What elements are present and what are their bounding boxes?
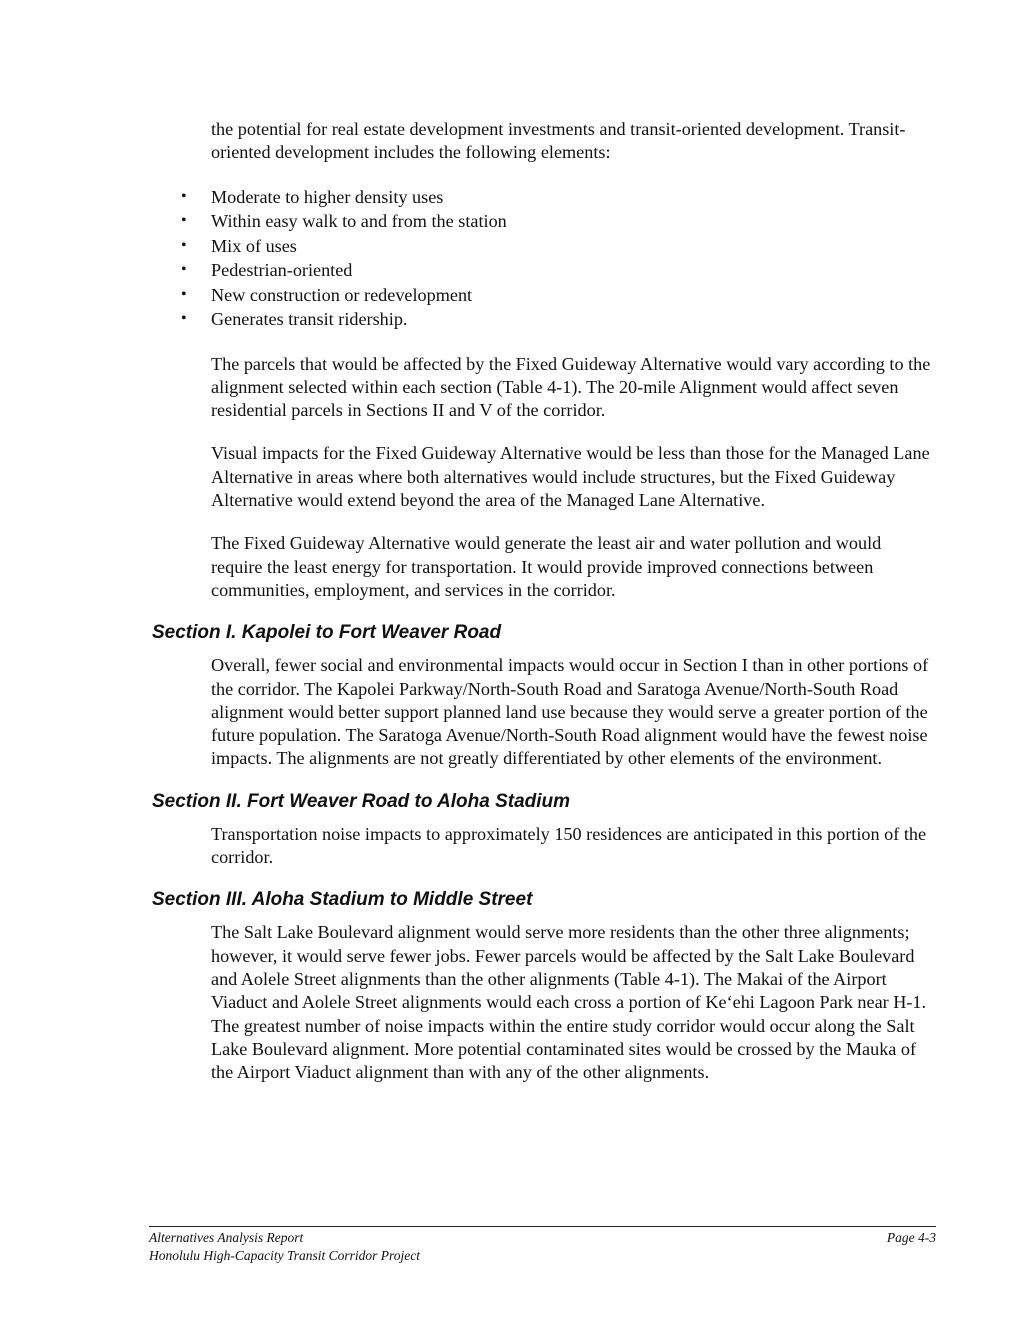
page-number: Page 4-3	[886, 1230, 936, 1245]
list-item-text: Mix of uses	[211, 235, 297, 256]
list-item-text: Pedestrian-oriented	[211, 260, 353, 281]
list-item	[0, 258, 1024, 283]
intro-paragraph: the potential for real estate development investments and transit-oriented development. Transit-oriented development includes the following elements:	[211, 119, 906, 163]
section-body: The Salt Lake Boulevard alignment would serve more residents than the other three alignments; however, it would serve fewer jobs. Fewer parcels would be affected by the Salt Lake Boulevard and Aolele Street alignments than the other alignments (Table 4-1). The Makai of the Airport Viaduct and Aolele Street alignments would each cross a portion of Ke‘ehi Lagoon Park near H-1. The greatest number of noise impacts within the entire study corridor would occur along the Salt Lake Boulevard alignment. More potential contaminated sites would be crossed by the Mauka of the Airport Viaduct alignment than with any of the other alignments.	[211, 922, 927, 1083]
footer-project-title: Honolulu High-Capacity Transit Corridor Project	[149, 1248, 421, 1263]
section-heading: Section II. Fort Weaver Road to Aloha Stadium	[152, 790, 571, 812]
bullet-icon: •	[181, 310, 187, 328]
list-item	[0, 283, 1024, 308]
list-item	[0, 234, 1024, 259]
bullet-icon: •	[181, 212, 187, 230]
visual-impacts-paragraph: Visual impacts for the Fixed Guideway Alternative would be less than those for the Managed Lane Alternative in areas where both alternatives would include structures, but the Fixed Guideway Alternative would extend beyond the area of the Managed Lane Alternative.	[211, 443, 930, 511]
bullet-icon: •	[181, 285, 187, 303]
section-heading: Section III. Aloha Stadium to Middle Street	[152, 889, 533, 911]
pollution-paragraph: The Fixed Guideway Alternative would generate the least air and water pollution and would require the least energy for transportation. It would provide improved connections between communities, employment, and services in the corridor.	[211, 533, 882, 600]
bullet-icon: •	[181, 261, 187, 279]
list-item-text: Within easy walk to and from the station	[211, 211, 507, 232]
document-body	[0, 118, 1024, 1084]
list-item-text: New construction or redevelopment	[211, 284, 473, 305]
list-item-text: Generates transit ridership.	[211, 309, 408, 330]
list-item	[0, 185, 1024, 210]
bullet-icon: •	[181, 187, 187, 205]
section-body: Overall, fewer social and environmental impacts would occur in Section I than in other portions of the corridor. The Kapolei Parkway/North-South Road and Saratoga Avenue/North-South Road alignment would better support planned land use because they would serve a greater portion of the future population. The Saratoga Avenue/North-South Road alignment would have the fewest noise impacts. The alignments are not greatly differentiated by other elements of the environment.	[211, 655, 929, 769]
list-item-text: Moderate to higher density uses	[211, 186, 444, 207]
section-heading: Section I. Kapolei to Fort Weaver Road	[152, 622, 502, 644]
section-body: Transportation noise impacts to approximately 150 residences are anticipated in this portion of the corridor.	[211, 823, 927, 868]
list-item	[0, 307, 1024, 332]
bullet-icon: •	[181, 236, 187, 254]
footer-divider	[149, 1226, 936, 1227]
tod-elements-list	[0, 185, 1024, 332]
page-footer	[149, 1229, 936, 1265]
footer-report-title: Alternatives Analysis Report	[149, 1230, 304, 1245]
list-item	[0, 209, 1024, 234]
parcels-paragraph: The parcels that would be affected by the Fixed Guideway Alternative would vary according to the alignment selected within each section (Table 4-1). The 20-mile Alignment would affect seven residential parcels in Sections II and V of the corridor.	[211, 353, 931, 421]
